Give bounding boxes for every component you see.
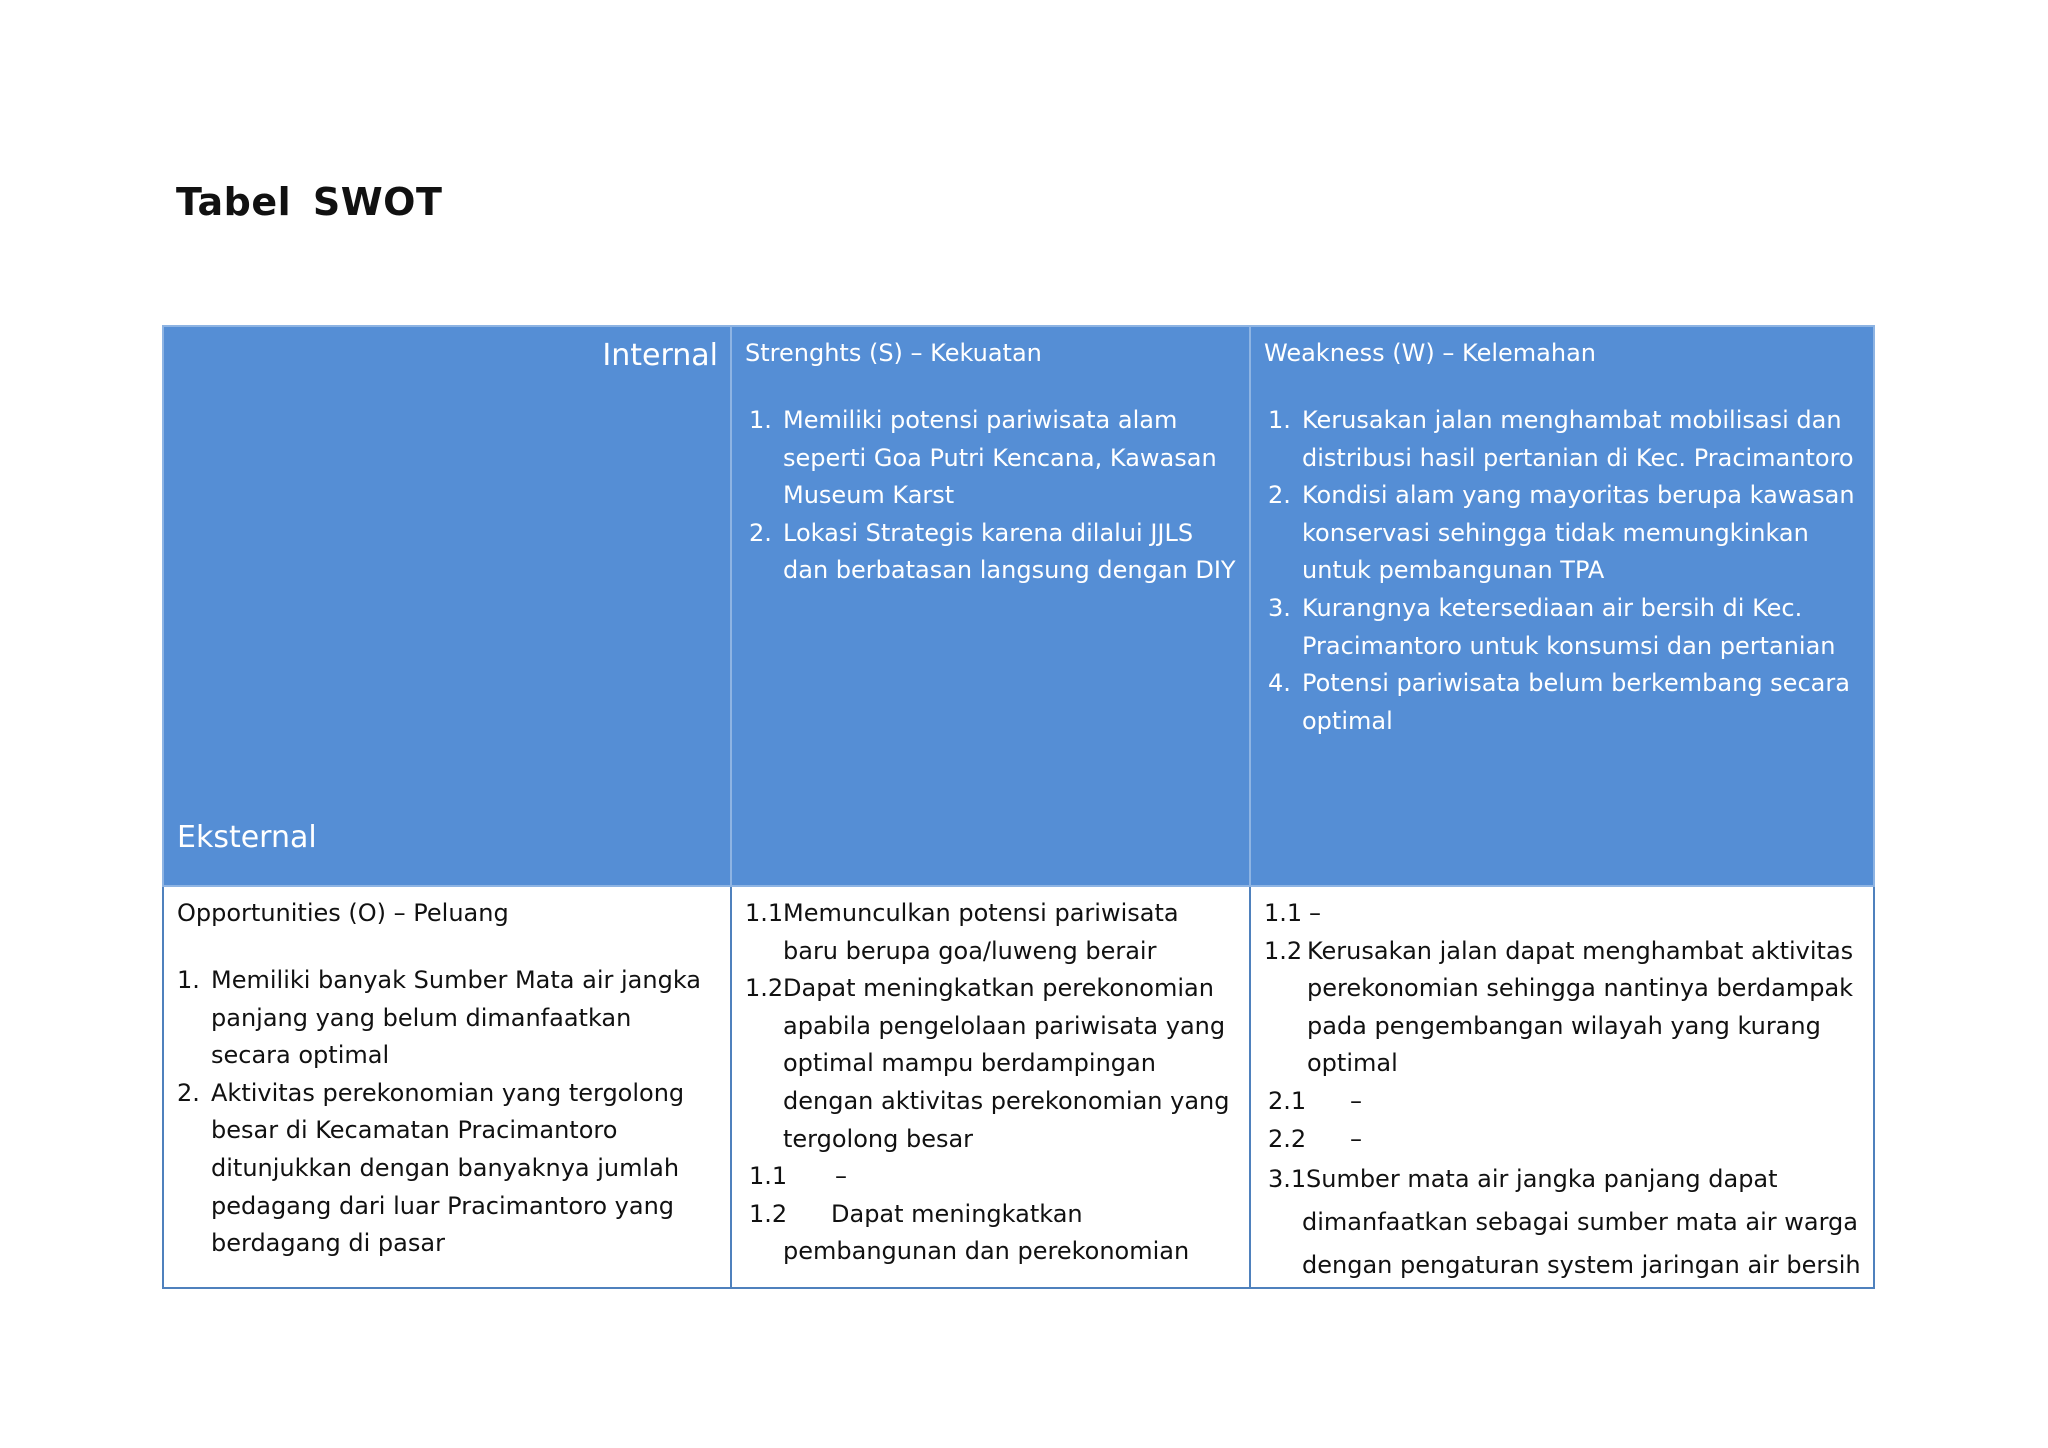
item-code: 1.2 [745, 974, 784, 1003]
weakness-cell [1250, 326, 1874, 886]
list-item [1264, 1121, 1861, 1159]
item-code: 1.1 [1264, 899, 1303, 927]
strengths-cell [731, 326, 1250, 886]
item-number: 2. [749, 518, 772, 547]
list-item [1264, 665, 1861, 740]
list-item [745, 515, 1237, 590]
so-strategy-cell [731, 886, 1250, 1288]
list-item [1264, 895, 1861, 933]
corner-cell [163, 326, 731, 886]
external-label: Eksternal [177, 820, 317, 856]
list-item [745, 895, 1237, 970]
item-code: 1.1 [745, 899, 784, 927]
list-item [1264, 477, 1861, 590]
so-strategy-list [732, 887, 1249, 1271]
weakness-heading: Weakness (W) – Kelemahan [1264, 339, 1596, 367]
table-body-row [163, 886, 1874, 1288]
item-text: Memiliki banyak Sumber Mata air jangka panjang yang belum dimanfaatkan secara optimal [211, 966, 701, 1070]
opportunities-heading: Opportunities (O) – Peluang [177, 899, 509, 927]
item-text: – [835, 1162, 847, 1191]
wo-strategy-cell [1250, 886, 1874, 1288]
table-header-row [163, 326, 1874, 886]
item-number: 1. [749, 406, 772, 434]
list-item [1264, 1158, 1861, 1287]
item-code: 1.1 [749, 1162, 788, 1191]
strengths-list [745, 402, 1237, 590]
item-number: 1. [1268, 406, 1291, 434]
item-number: 2. [1268, 481, 1291, 510]
item-text: Kurangnya ketersediaan air bersih di Kec. Pracimantoro untuk konsumsi dan pertanian [1302, 593, 1836, 660]
weakness-list [1264, 402, 1861, 740]
item-text: Memunculkan potensi pariwisata baru berupa goa/luweng berair [783, 899, 1179, 965]
list-item [1264, 590, 1861, 665]
item-text: Kondisi alam yang mayoritas berupa kawasan konservasi sehingga tidak memungkinkan untuk pembangunan TPA [1302, 481, 1855, 585]
item-text: Lokasi Strategis karena dilalui JJLS dan berbatasan langsung dengan DIY [783, 518, 1236, 585]
item-code: 2.1 [1268, 1086, 1307, 1115]
item-code: 1.2 [1264, 936, 1303, 965]
opportunities-list [177, 962, 718, 1263]
list-item [745, 1196, 1237, 1271]
list-item [177, 1075, 718, 1263]
list-item [1264, 1083, 1861, 1121]
list-item [745, 1158, 1237, 1196]
strengths-heading: Strenghts (S) – Kekuatan [745, 339, 1042, 367]
item-number: 1. [177, 966, 200, 994]
item-text: – [1350, 1086, 1362, 1115]
item-text: Kerusakan jalan dapat menghambat aktivitas perekonomian sehingga nantinya berdampak pada pengembangan wilayah yang kurang optimal [1307, 936, 1854, 1078]
item-text: Kerusakan jalan menghambat mobilisasi dan distribusi hasil pertanian di Kec. Pracimantoro [1302, 406, 1854, 472]
list-item [745, 402, 1237, 515]
item-text: Memiliki potensi pariwisata alam seperti Goa Putri Kencana, Kawasan Museum Karst [783, 406, 1217, 510]
opportunities-cell [163, 886, 731, 1288]
item-code: 2.2 [1268, 1124, 1307, 1153]
item-text: Aktivitas perekonomian yang tergolong besar di Kecamatan Pracimantoro ditunjukkan dengan banyaknya jumlah pedagang dari luar Pracimantoro yang berdagang di pasar [211, 1078, 685, 1258]
item-text: Sumber mata air jangka panjang dapat dimanfaatkan sebagai sumber mata air warga dengan pengaturan system jaringan air bersih [1302, 1165, 1861, 1280]
list-item [1264, 402, 1861, 477]
list-item [1264, 933, 1861, 1083]
item-number: 3. [1268, 593, 1291, 622]
list-item [745, 970, 1237, 1158]
item-text: Potensi pariwisata belum berkembang secara optimal [1302, 669, 1850, 735]
internal-label: Internal [602, 338, 718, 373]
item-code: 3.1 [1268, 1165, 1307, 1194]
item-text: Dapat meningkatkan pembangunan dan perekonomian [783, 1199, 1190, 1266]
swot-table [162, 325, 1875, 1289]
page-title: Tabel SWOT [176, 180, 443, 224]
item-text: – [1350, 1124, 1362, 1153]
wo-strategy-list [1251, 887, 1873, 1287]
item-number: 4. [1268, 669, 1291, 698]
item-number: 2. [177, 1078, 200, 1107]
item-text: Dapat meningkatkan perekonomian apabila pengelolaan pariwisata yang optimal mampu berdampingan dengan aktivitas perekonomian yang tergolong besar [783, 974, 1230, 1153]
item-text: – [1309, 899, 1321, 927]
item-code: 1.2 [749, 1199, 788, 1228]
list-item [177, 962, 718, 1075]
